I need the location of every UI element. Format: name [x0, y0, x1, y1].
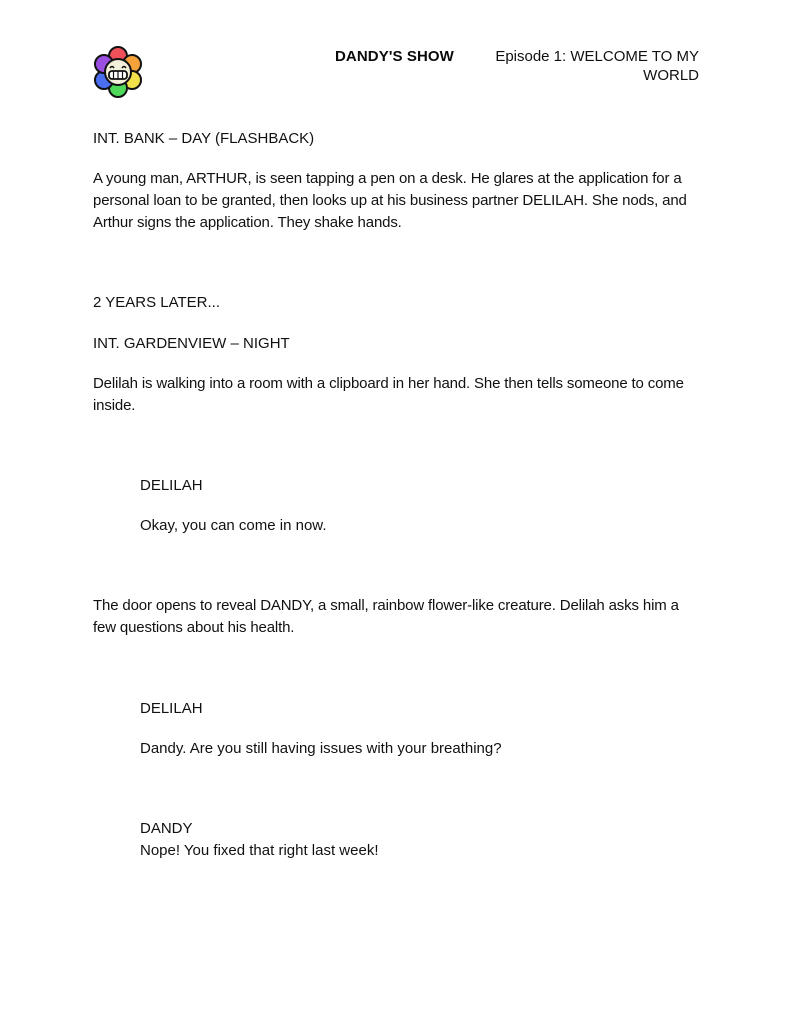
action-gardenview-entry	[93, 373, 703, 417]
dialogue-line: Okay, you can come in now.	[140, 517, 327, 534]
action-line: The door opens to reveal DANDY, a small, rainbow flower-like creature. Delilah asks him a	[93, 597, 679, 614]
episode-title	[479, 47, 699, 85]
scene-heading-gardenview: INT. GARDENVIEW – NIGHT	[93, 335, 290, 352]
action-line: Delilah is walking into a room with a clipboard in her hand. She then tells someone to come	[93, 375, 684, 392]
dandy-flower-icon	[92, 46, 144, 98]
action-line: few questions about his health.	[93, 619, 295, 636]
scene-heading-bank: INT. BANK – DAY (FLASHBACK)	[93, 130, 315, 147]
character-name-dandy: DANDY	[140, 820, 193, 837]
action-line: inside.	[93, 397, 136, 414]
action-dandy-reveal	[93, 595, 703, 639]
character-name-delilah: DELILAH	[140, 477, 203, 494]
action-line: Arthur signs the application. They shake hands.	[93, 214, 402, 231]
dialogue-line: Dandy. Are you still having issues with your breathing?	[140, 740, 502, 757]
character-name-delilah: DELILAH	[140, 700, 203, 717]
action-bank	[93, 168, 703, 234]
action-line: A young man, ARTHUR, is seen tapping a pen on a desk. He glares at the application for a	[93, 170, 682, 187]
episode-title-line1: Episode 1: WELCOME TO MY	[495, 48, 699, 65]
episode-title-line2: WORLD	[643, 67, 699, 84]
show-title: DANDY'S SHOW	[335, 48, 454, 65]
action-line: personal loan to be granted, then looks up at his business partner DELILAH. She nods, and	[93, 192, 687, 209]
transition-two-years-later: 2 YEARS LATER...	[93, 294, 220, 311]
dialogue-line: Nope! You fixed that right last week!	[140, 842, 379, 859]
